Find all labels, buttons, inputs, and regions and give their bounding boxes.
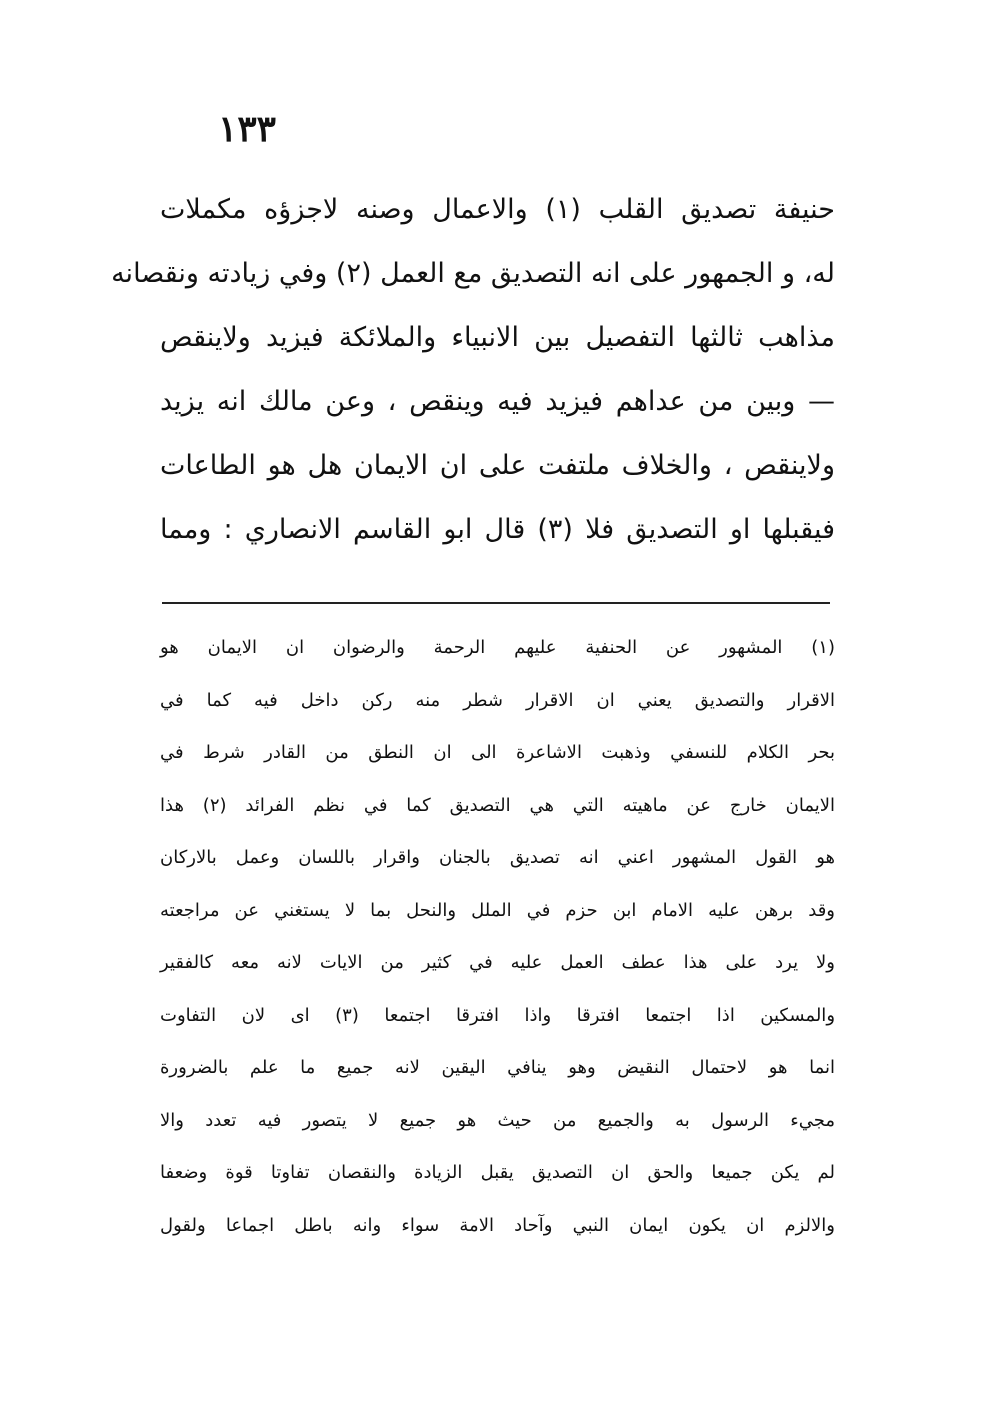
page-number: ١٣٣: [218, 108, 277, 150]
footnote-line: بحر الكلام للنسفي وذهبت الاشاعرة الى ان النطق من القادر شرط في: [160, 742, 835, 763]
footnote-line: الاقرار والتصديق يعني ان الاقرار شطر منه ركن داخل فيه كما في: [160, 689, 835, 711]
footnote-line: مجيء الرسول به والجميع من حيث هو جميع لا يتصور فيه تعدد والا: [160, 1109, 835, 1131]
footnote-line: هو القول المشهور اعني انه تصديق بالجنان واقرار باللسان وعمل بالاركان: [160, 847, 835, 868]
footnote-line: الايمان خارج عن ماهيته التي هي التصديق كما في نظم الفرائد (٢) هذا: [160, 794, 836, 816]
footnotes-block: [160, 622, 835, 1252]
main-text-line: ولاينقص ، والخلاف ملتفت على ان الايمان هل هو الطاعات: [160, 450, 835, 481]
main-text-line: — وبين من عداهم فيزيد فيه وينقص ، وعن مالك انه يزيد: [160, 386, 835, 417]
footnote-line: والالزم ان يكون ايمان النبي وآحاد الامة سواء وانه باطل اجماعا ولقول: [160, 1214, 835, 1236]
main-text-line: فيقبلها او التصديق فلا (٣) قال ابو القاسم الانصاري : ومما: [160, 514, 836, 545]
footnote-line: لم يكن جميعا والحق ان التصديق يقبل الزيادة والنقصان تفاوتا قوة وضعفا: [160, 1162, 835, 1183]
main-text-line: مذاهب ثالثها التفصيل بين الانبياء والملائكة فيزيد ولاينقص: [160, 322, 835, 353]
footnote-line: انما هو لاحتمال النقيض وهو ينافي اليقين لانه جميع ما علم بالضرورة: [160, 1057, 835, 1078]
footnote-line: والمسكين اذا اجتمعا افترقا واذا افترقا اجتمعا (٣) اى لان التفاوت: [160, 1004, 836, 1026]
main-text-line: حنيفة تصديق القلب (١) والاعمال وصنه لاجزؤه مكملات: [160, 194, 835, 225]
main-text-line: له، و الجمهور على انه التصديق مع العمل (٢) وفي زيادته ونقصانه: [111, 258, 835, 289]
main-text-block: [111, 178, 836, 562]
footnote-line: وقد برهن عليه الامام ابن حزم في الملل والنحل بما لا يستغني عن مراجعته: [160, 899, 835, 921]
footnote-divider: [162, 602, 830, 604]
footnote-line: ولا يرد على هذا عطف العمل عليه في كثير من الايات لانه معه كالفقير: [160, 952, 835, 973]
footnote-line: (١) المشهور عن الحنفية عليهم الرحمة والرضوان ان الايمان هو: [160, 637, 835, 658]
